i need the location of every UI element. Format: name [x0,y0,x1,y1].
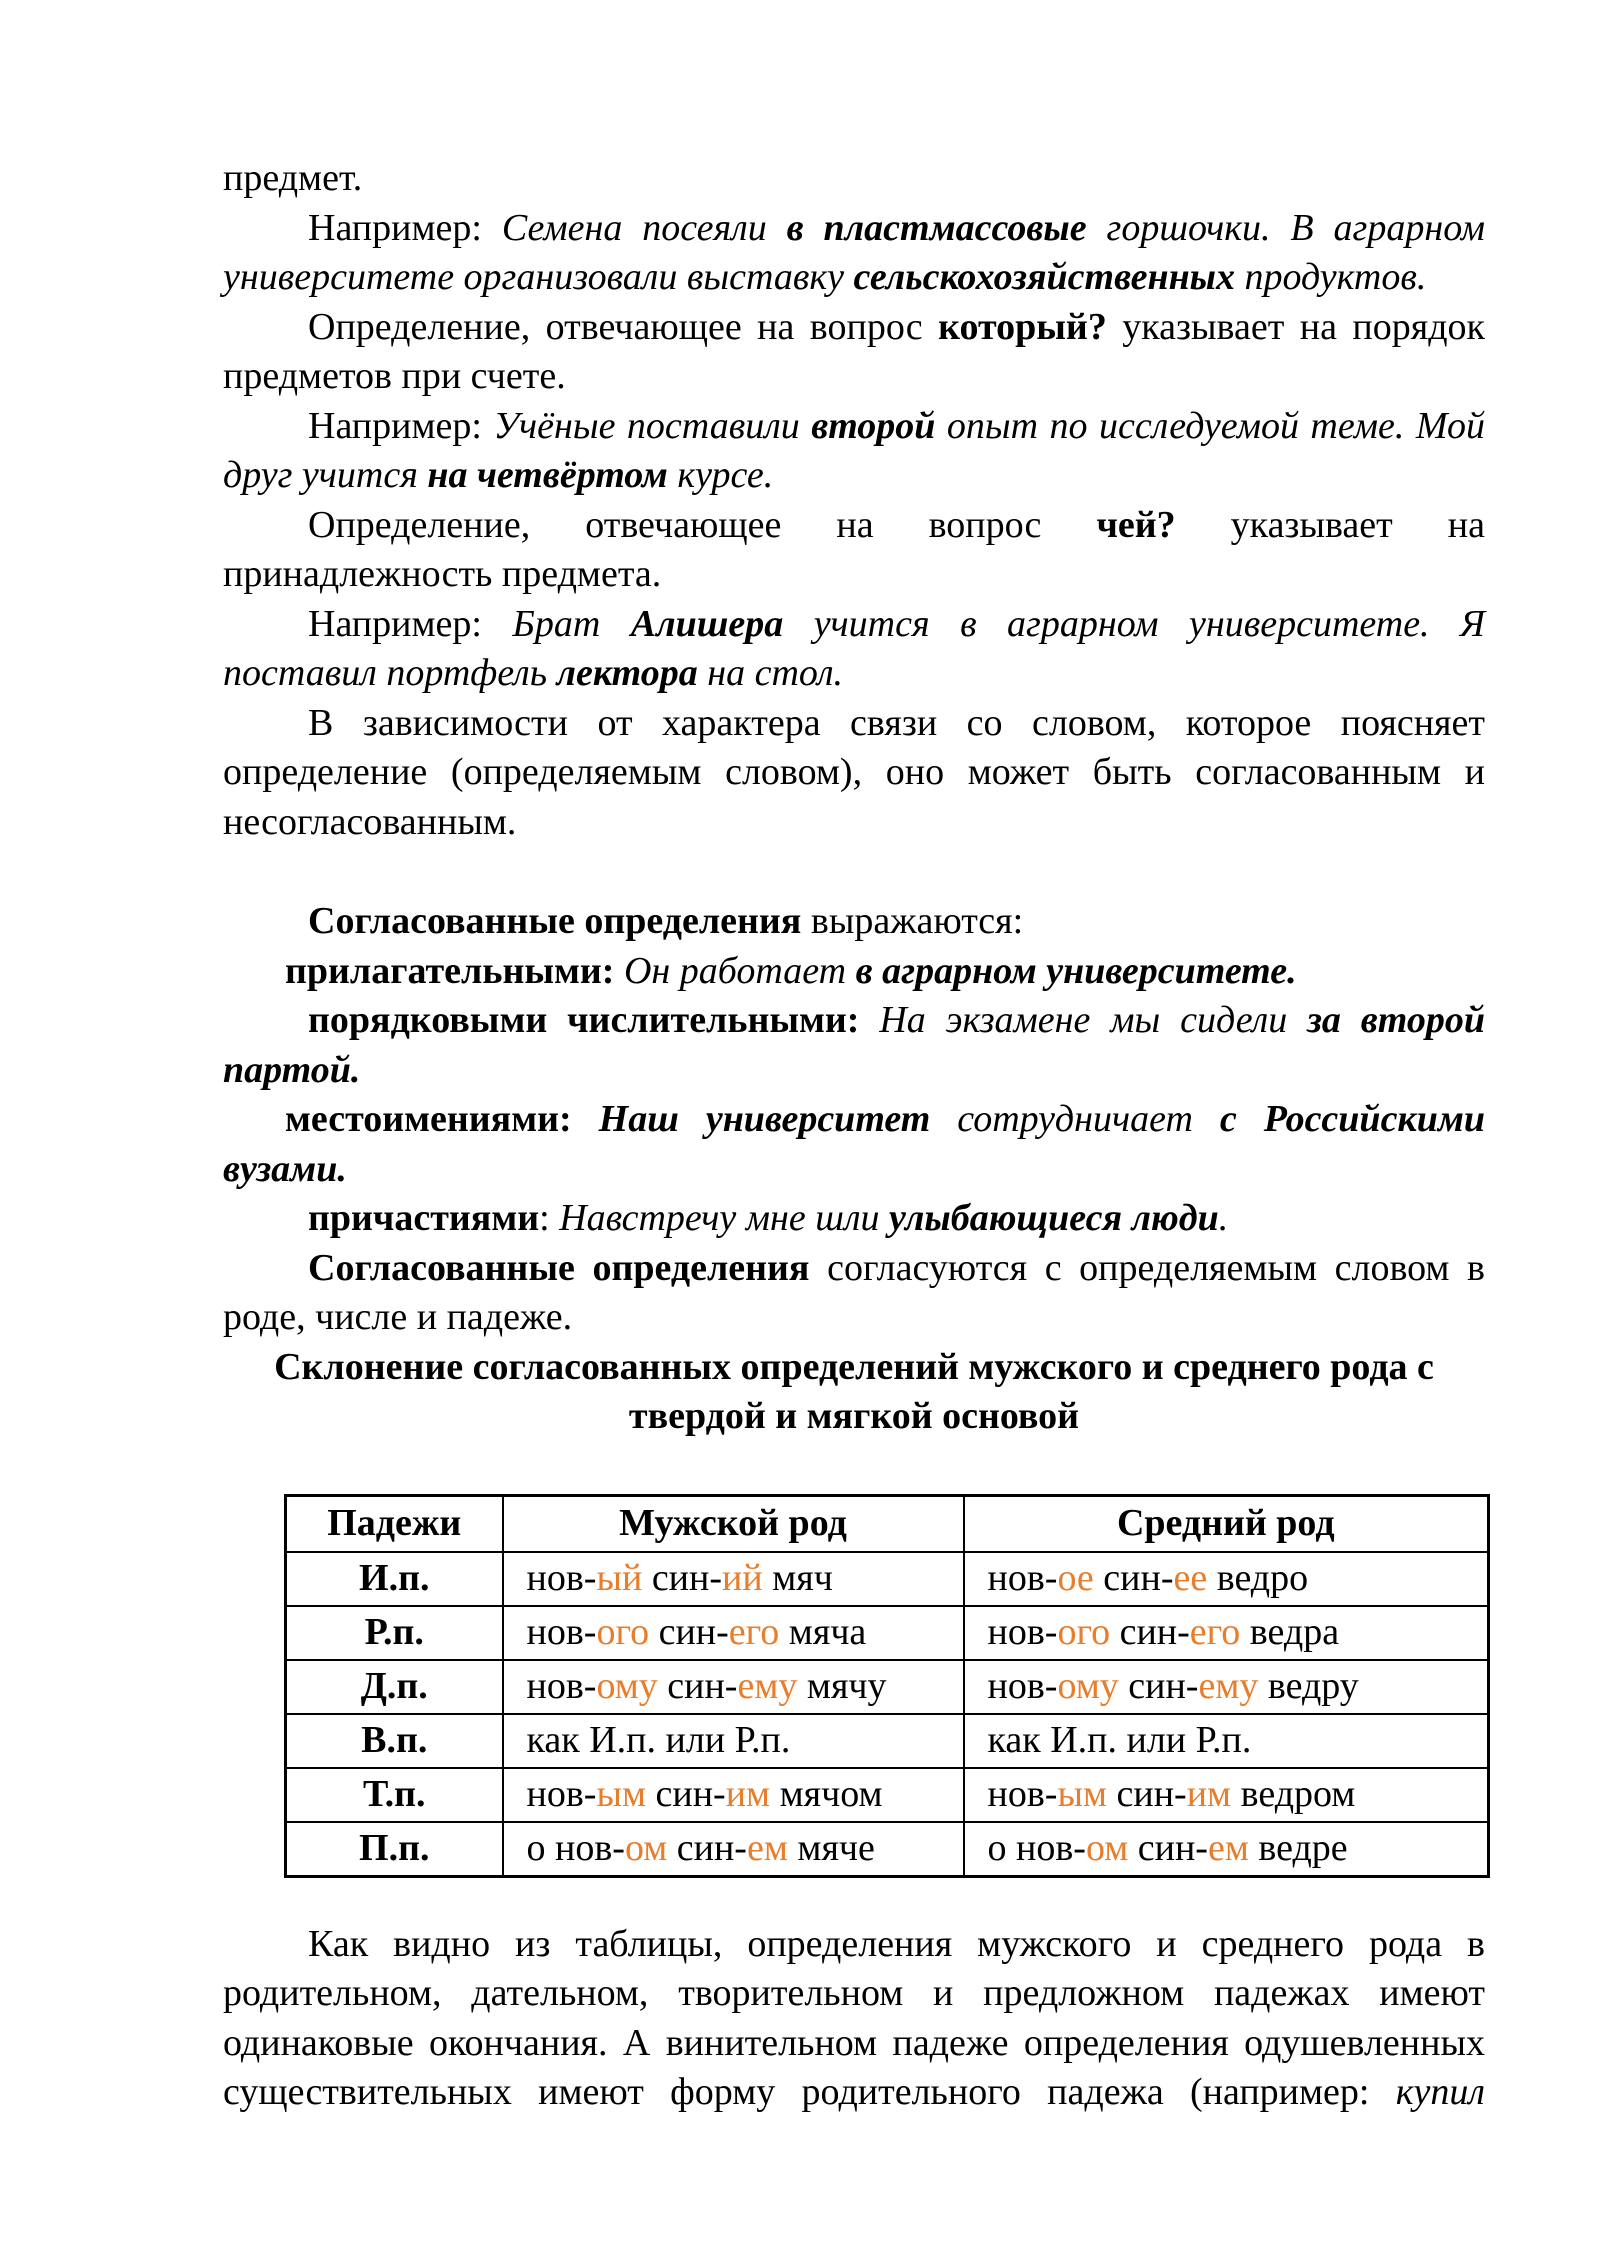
text-run: ведро [1207,1556,1309,1599]
ending-highlight: ому [1057,1664,1119,1707]
text-run: Наш университет [598,1098,931,1140]
text-run: мяча [779,1610,867,1653]
neuter-cell [964,1552,1489,1606]
case-cell: П.п. [286,1822,503,1877]
table-section [284,1494,1485,1878]
list-paragraph [223,1095,1485,1194]
neuter-cell [964,1660,1489,1714]
text-run: о нов- [987,1826,1086,1869]
text-run: мячу [797,1664,887,1707]
example-paragraph [223,600,1485,699]
text-run: нов- [526,1610,597,1653]
text-run: нов- [526,1556,597,1599]
masculine-cell [503,1714,964,1768]
text-run: порядковыми числительными: [308,999,860,1041]
text-run: нов- [987,1772,1058,1815]
table-row [286,1714,1489,1768]
neuter-cell [964,1822,1489,1877]
header-cell-cases: Падежи [286,1495,503,1552]
text-run: Например: [308,404,494,447]
text-run: нов- [526,1772,597,1815]
ending-highlight: им [725,1772,771,1815]
text-run: горшочки. В аграрном университете организовали выставку [223,206,1485,298]
text-run: нов- [526,1664,597,1707]
body-paragraph [223,897,1485,947]
list-paragraph [223,1194,1485,1244]
text-run: как И.п. или Р.п. [987,1718,1252,1761]
table-row [286,1822,1489,1877]
text-run: ведра [1240,1610,1340,1653]
list-paragraph [223,947,1485,997]
list-paragraph [223,996,1485,1095]
text-run: чей? [1096,503,1176,546]
text-run: указывает на принадлежность предмета. [223,503,1485,595]
text-run: который? [938,305,1107,348]
text-run: мяче [787,1826,875,1869]
text-run: мячом [770,1772,883,1815]
text-run: в аграрном университете. [855,949,1297,992]
text-run: на четвёртом [427,454,668,496]
text-run: син- [667,1826,747,1869]
text-run: Например: [308,206,502,249]
ending-highlight: ему [737,1664,798,1707]
text-run: учится в аграрном университете. Я поставил портфель [223,602,1485,694]
ending-highlight: ым [1057,1772,1108,1815]
text-run: Брат [512,602,631,645]
ending-highlight: ый [596,1556,643,1599]
text-run: син- [1107,1772,1187,1815]
ending-highlight: ого [596,1610,650,1653]
text-run: местоимениями: [285,1098,599,1140]
text-run: сельскохозяйственных [853,256,1236,298]
ending-highlight: им [1186,1772,1232,1815]
text-run: Учёные поставили [493,404,812,447]
ending-highlight: ому [596,1664,658,1707]
body-paragraph [223,1920,1485,2118]
case-cell: В.п. [286,1714,503,1768]
text-run: как И.п. или Р.п. [526,1718,791,1761]
text-run: син- [1128,1826,1208,1869]
text-run: согласуются с определяемым словом в роде, числе и падеже. [223,1246,1486,1338]
text-run: . [1218,1197,1229,1239]
text-run: Определение, отвечающее на вопрос [308,305,939,348]
table-header-row [286,1495,1489,1552]
section-heading [223,1343,1485,1442]
text-run: нов- [987,1664,1058,1707]
body-paragraph [223,1244,1485,1343]
ending-highlight: ий [722,1556,763,1599]
text-run: Он работает [614,949,856,992]
text-run: выражаются: [801,900,1024,942]
text-run: ведром [1231,1772,1356,1815]
ending-highlight: его [1189,1610,1241,1653]
text-run: опыт по исследуемой теме. Мой друг учится [223,404,1486,496]
table-row [286,1768,1489,1822]
text-run: на стол. [697,652,844,694]
declension-table [284,1494,1490,1878]
text-run: син- [1110,1610,1190,1653]
text-run: прилагательными: [285,949,615,992]
text-run: син- [1093,1556,1174,1599]
ending-highlight: ого [1057,1610,1111,1653]
masculine-cell [503,1660,964,1714]
text-run: Определение, отвечающее на вопрос [308,503,1097,546]
text-run: нов- [987,1556,1058,1599]
text-run: Навстречу мне шли [559,1197,890,1239]
text-run: Согласованные определения [308,900,802,942]
heading-line: Склонение согласованных определений мужского и среднего рода с [274,1345,1434,1388]
table-row [286,1552,1489,1606]
body-paragraph [223,501,1485,600]
ending-highlight: ым [596,1772,647,1815]
ending-highlight: ем [1207,1826,1249,1869]
text-run: мяч [762,1556,833,1599]
neuter-cell [964,1768,1489,1822]
text-run: причастиями [308,1197,540,1239]
text-run: нов- [987,1610,1058,1653]
text-run: син- [657,1664,738,1707]
table-row [286,1660,1489,1714]
text-run: сотрудничает [930,1098,1220,1140]
paragraph-continuation [223,154,1485,204]
text-run: в пластмассовые [786,206,1087,249]
text-run: Алишера [630,602,784,645]
example-paragraph [223,204,1485,303]
text-run: Как видно из таблицы, определения мужского и среднего рода в родительном, дательном, творительном и предложном падежах имеют одинаковые окончания. А винительном падеже определения одушевленных существительных имеют форму родительного падежа (например: [223,1922,1485,2113]
ending-highlight: ее [1173,1556,1208,1599]
masculine-cell [503,1822,964,1877]
text-run: син- [646,1772,726,1815]
body-paragraph [223,303,1485,402]
case-cell: Т.п. [286,1768,503,1822]
text-run: лектора [556,652,698,694]
ending-highlight: ем [746,1826,788,1869]
text-run: : [539,1197,560,1239]
text-run: син- [649,1610,729,1653]
case-cell: И.п. [286,1552,503,1606]
text-run: второй [811,404,936,447]
masculine-cell [503,1552,964,1606]
ending-highlight: ему [1198,1664,1259,1707]
text-run: син- [642,1556,723,1599]
text-run: В зависимости от характера связи со словом, которое поясняет определение (определяемым словом), оно может быть согласованным и несогласованным. [223,701,1485,843]
case-cell: Р.п. [286,1606,503,1660]
text-run: ведру [1258,1664,1359,1707]
ending-highlight: ое [1057,1556,1094,1599]
text-run: купил [1395,2071,1485,2113]
text-run: предмет. [223,157,363,199]
header-cell-neuter: Средний род [964,1495,1489,1552]
text-run: Согласованные определения [308,1246,810,1289]
case-cell: Д.п. [286,1660,503,1714]
masculine-cell [503,1606,964,1660]
text-run: о нов- [526,1826,625,1869]
text-run: Семена посеяли [501,206,787,249]
text-run: улыбающиеся люди [889,1197,1219,1239]
text-run: Например: [308,602,513,645]
text-run: с Российскими вузами. [223,1098,1485,1190]
text-run: за второй партой. [223,999,1485,1091]
text-run: син- [1118,1664,1199,1707]
ending-highlight: его [728,1610,780,1653]
text-run: курсе. [667,454,774,496]
table-row [286,1606,1489,1660]
header-cell-masculine: Мужской род [503,1495,964,1552]
neuter-cell [964,1606,1489,1660]
neuter-cell [964,1714,1489,1768]
ending-highlight: ом [1085,1826,1129,1869]
text-run: указывает на порядок предметов при счете. [223,305,1485,397]
ending-highlight: ом [624,1826,668,1869]
text-content [223,154,1485,2118]
heading-line: твердой и мягкой основой [628,1395,1080,1437]
body-paragraph [223,699,1485,848]
text-run: ведре [1248,1826,1348,1869]
text-run: продуктов. [1235,256,1427,298]
masculine-cell [503,1768,964,1822]
example-paragraph [223,402,1485,501]
text-run: На экзамене мы сидели [859,999,1308,1041]
